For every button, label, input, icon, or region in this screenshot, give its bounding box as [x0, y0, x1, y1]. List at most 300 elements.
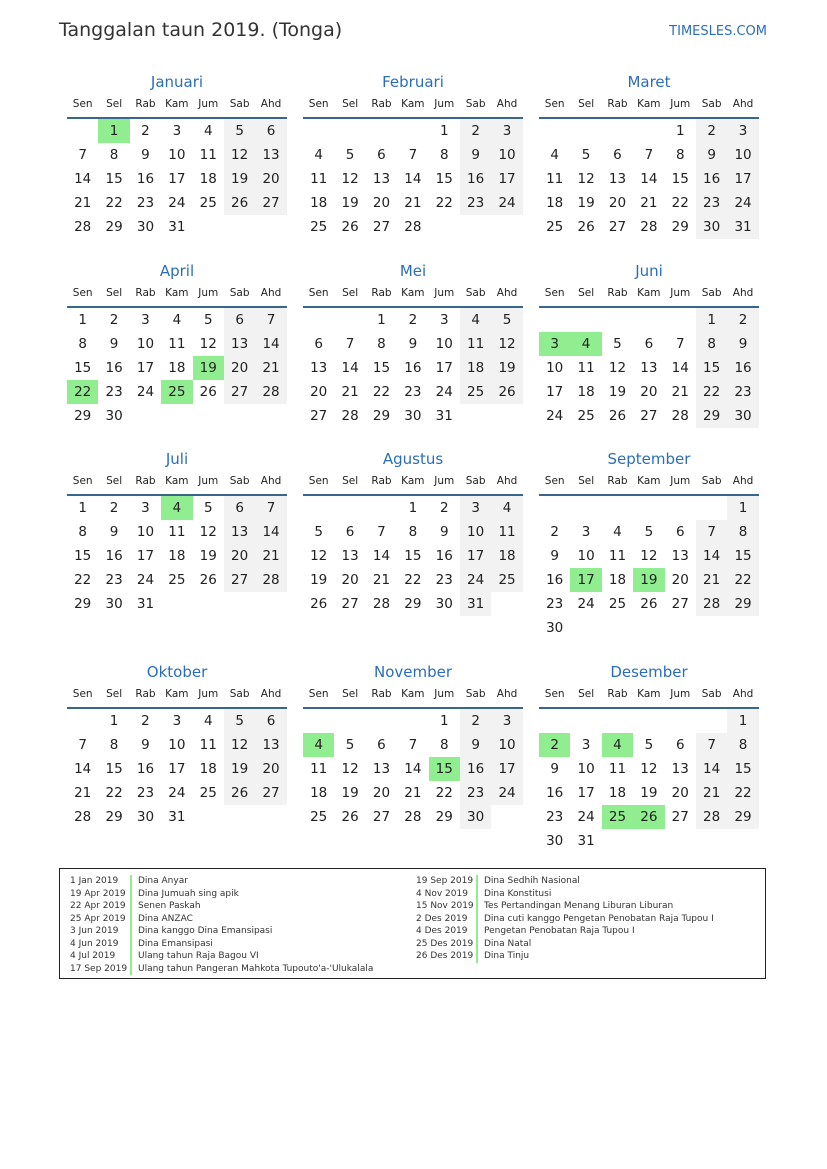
day-cell: 25 — [310, 219, 328, 235]
legend-item — [416, 888, 714, 901]
day-cell: 2 — [460, 119, 491, 143]
weekday-label: Sel — [578, 287, 595, 299]
day-cell: 15 — [74, 548, 92, 564]
day-cell: 21 — [404, 195, 422, 211]
day-cell: 9 — [141, 147, 150, 163]
day-cell: 17 — [577, 785, 595, 801]
day-cell: 1 — [377, 312, 386, 328]
day-cell: 21 — [341, 384, 359, 400]
day-cell: 30 — [136, 219, 155, 235]
day-cell: 7 — [408, 737, 418, 753]
day-cell: 29 — [727, 805, 758, 829]
day-cell: 27 — [608, 219, 627, 235]
day-cell: 12 — [640, 761, 658, 777]
day-cell: 19 — [310, 572, 328, 588]
day-cell: 8 — [78, 336, 87, 352]
day-cell: 9 — [696, 143, 727, 167]
day-cell: 7 — [675, 336, 685, 352]
day-cell: 31 — [168, 219, 186, 235]
day-cell: 27 — [640, 408, 658, 424]
holiday-day-cell: 4 — [602, 733, 633, 757]
day-grid — [67, 308, 287, 428]
day-cell: 20 — [224, 544, 255, 568]
day-cell: 21 — [74, 785, 92, 801]
day-cell: 25 — [577, 408, 595, 424]
day-cell: 28 — [404, 219, 422, 235]
day-cell: 9 — [109, 336, 119, 352]
day-cell: 15 — [372, 360, 391, 376]
day-cell: 2 — [727, 308, 758, 332]
weekday-label: Sel — [342, 475, 359, 487]
day-cell: 21 — [255, 356, 286, 380]
day-cell: 18 — [577, 384, 595, 400]
day-cell: 8 — [78, 524, 87, 540]
day-cell: 21 — [255, 544, 286, 568]
day-cell: 19 — [608, 384, 627, 400]
day-cell: 16 — [460, 757, 491, 781]
day-cell: 11 — [608, 761, 627, 777]
empty-cell — [665, 496, 696, 520]
day-cell: 24 — [168, 785, 186, 801]
day-cell: 10 — [136, 336, 155, 352]
day-cell: 26 — [341, 809, 359, 825]
day-cell: 29 — [105, 219, 123, 235]
weekday-label: Jum — [434, 98, 455, 110]
day-cell: 31 — [577, 833, 595, 849]
day-cell: 4 — [314, 147, 323, 163]
day-cell: 19 — [224, 167, 255, 191]
day-cell: 29 — [696, 404, 727, 428]
day-cell: 16 — [404, 360, 422, 376]
day-cell: 14 — [671, 360, 689, 376]
day-cell: 19 — [577, 195, 595, 211]
day-cell: 13 — [224, 332, 255, 356]
day-cell: 11 — [310, 761, 328, 777]
weekday-header — [67, 286, 287, 308]
day-cell: 26 — [310, 596, 328, 612]
day-cell: 31 — [727, 215, 758, 239]
holiday-day-cell: 2 — [539, 733, 570, 757]
day-cell: 8 — [439, 737, 449, 753]
legend-holiday-name: Ulang tahun Raja Bagou VI — [138, 951, 259, 961]
day-cell: 26 — [341, 219, 359, 235]
day-cell: 10 — [577, 761, 595, 777]
day-cell: 4 — [203, 123, 213, 139]
empty-cell — [570, 308, 601, 332]
day-cell: 6 — [345, 524, 355, 540]
weekday-label: Sel — [342, 688, 359, 700]
day-cell: 16 — [460, 167, 491, 191]
day-cell: 13 — [640, 360, 658, 376]
day-cell: 12 — [640, 548, 658, 564]
day-cell: 16 — [105, 360, 123, 376]
day-cell: 3 — [141, 500, 150, 516]
weekday-label: Sel — [342, 287, 359, 299]
day-cell: 18 — [168, 360, 186, 376]
weekday-label: Ahd — [496, 688, 518, 700]
day-cell: 8 — [109, 737, 119, 753]
legend-item — [416, 938, 714, 951]
weekday-label: Kam — [637, 287, 661, 299]
legend-date: 17 Sep 2019 — [70, 963, 128, 974]
month-name: April — [159, 262, 195, 280]
day-cell: 24 — [136, 384, 155, 400]
day-cell: 12 — [224, 143, 255, 167]
day-cell: 4 — [203, 713, 213, 729]
day-cell: 22 — [727, 568, 758, 592]
day-cell: 1 — [727, 709, 758, 733]
weekday-label: Sel — [578, 475, 595, 487]
holiday-day-cell: 4 — [570, 332, 601, 356]
day-cell: 12 — [341, 171, 359, 187]
day-cell: 1 — [408, 500, 418, 516]
day-cell: 1 — [696, 308, 727, 332]
day-cell: 2 — [141, 123, 150, 139]
legend-holiday-name: Dina cuti kanggo Pengetan Penobatan Raja Tupou I — [484, 913, 714, 924]
day-cell: 12 — [224, 733, 255, 757]
weekday-label: Rab — [371, 688, 392, 700]
day-cell: 13 — [671, 548, 689, 564]
weekday-label: Sab — [465, 98, 486, 110]
day-cell: 27 — [341, 596, 359, 612]
weekday-label: Sel — [106, 475, 123, 487]
month-name: September — [607, 450, 691, 468]
day-cell: 27 — [372, 809, 391, 825]
day-cell: 7 — [408, 147, 418, 163]
day-cell: 31 — [435, 408, 453, 424]
day-cell: 4 — [491, 496, 522, 520]
day-cell: 23 — [460, 781, 491, 805]
month-februari — [303, 72, 523, 239]
day-cell: 1 — [78, 500, 87, 516]
weekday-label: Sab — [701, 475, 722, 487]
empty-cell — [602, 119, 633, 143]
day-cell: 3 — [141, 312, 150, 328]
day-cell: 28 — [404, 809, 422, 825]
legend-holiday-name: Dina Natal — [484, 938, 532, 949]
month-juli — [67, 449, 287, 616]
day-cell: 30 — [404, 408, 422, 424]
day-cell: 22 — [74, 572, 92, 588]
weekday-label: Sab — [229, 98, 250, 110]
weekday-label: Ahd — [260, 688, 282, 700]
month-name: Maret — [627, 73, 671, 91]
day-cell: 10 — [491, 733, 522, 757]
day-cell: 15 — [727, 757, 758, 781]
month-september — [539, 449, 759, 640]
legend-holiday-name: Dina Sedhih Nasional — [484, 876, 580, 886]
day-grid — [303, 119, 523, 239]
empty-cell — [602, 709, 633, 733]
month-name: Agustus — [382, 450, 444, 468]
day-cell: 21 — [74, 195, 92, 211]
holiday-day-cell: 1 — [98, 119, 129, 143]
weekday-label: Sen — [544, 688, 565, 700]
day-cell: 13 — [341, 548, 359, 564]
day-cell: 11 — [491, 520, 522, 544]
day-cell: 18 — [608, 572, 627, 588]
day-cell: 15 — [74, 360, 92, 376]
month-name: Mei — [399, 262, 427, 280]
day-cell: 10 — [168, 737, 186, 753]
day-cell: 3 — [172, 713, 182, 729]
empty-cell — [334, 308, 365, 332]
day-cell: 23 — [435, 572, 453, 588]
day-cell: 11 — [199, 737, 217, 753]
day-cell: 14 — [696, 757, 727, 781]
day-cell: 30 — [696, 215, 727, 239]
day-cell: 18 — [199, 171, 217, 187]
holiday-day-cell: 4 — [161, 496, 192, 520]
legend-date: 19 Apr 2019 — [70, 888, 126, 899]
day-cell: 5 — [345, 737, 355, 753]
day-cell: 10 — [136, 524, 155, 540]
weekday-label: Sab — [229, 688, 250, 700]
day-cell: 21 — [696, 568, 727, 592]
month-juni — [539, 261, 759, 428]
empty-cell — [602, 496, 633, 520]
day-cell: 20 — [640, 384, 658, 400]
weekday-label: Kam — [401, 287, 425, 299]
empty-cell — [539, 496, 570, 520]
empty-cell — [334, 709, 365, 733]
weekday-header — [303, 687, 523, 709]
page-title: Tanggalan taun 2019. (Tonga) — [59, 19, 343, 41]
holiday-marker — [130, 875, 132, 888]
day-cell: 22 — [727, 781, 758, 805]
day-cell: 5 — [314, 524, 323, 540]
day-cell: 18 — [199, 761, 217, 777]
empty-cell — [696, 709, 727, 733]
weekday-label: Sel — [578, 688, 595, 700]
day-cell: 4 — [460, 308, 491, 332]
weekday-label: Kam — [165, 688, 189, 700]
legend-item — [416, 875, 714, 888]
day-cell: 28 — [74, 809, 92, 825]
day-cell: 1 — [675, 123, 685, 139]
day-cell: 10 — [727, 143, 758, 167]
day-cell: 7 — [78, 737, 87, 753]
day-cell: 27 — [224, 380, 255, 404]
day-cell: 23 — [404, 384, 422, 400]
day-cell: 29 — [435, 809, 453, 825]
holiday-marker — [476, 950, 478, 963]
weekday-label: Sel — [106, 688, 123, 700]
weekday-label: Sen — [72, 475, 93, 487]
day-grid — [539, 119, 759, 239]
legend-holiday-name: Tes Pertandingan Menang Liburan Liburan — [484, 901, 674, 911]
day-cell: 19 — [341, 785, 359, 801]
day-cell: 20 — [224, 356, 255, 380]
day-cell: 29 — [74, 408, 92, 424]
day-cell: 29 — [105, 809, 123, 825]
weekday-label: Sel — [342, 98, 359, 110]
weekday-label: Rab — [135, 475, 156, 487]
day-cell: 17 — [491, 757, 522, 781]
day-grid — [539, 308, 759, 428]
day-cell: 22 — [105, 195, 123, 211]
empty-cell — [570, 119, 601, 143]
day-cell: 10 — [491, 143, 522, 167]
legend-date: 4 Nov 2019 — [416, 888, 468, 899]
empty-cell — [67, 119, 98, 143]
day-cell: 14 — [696, 544, 727, 568]
day-cell: 2 — [408, 312, 418, 328]
holiday-marker — [476, 925, 478, 938]
day-cell: 17 — [460, 544, 491, 568]
month-agustus — [303, 449, 523, 616]
weekday-header — [303, 286, 523, 308]
empty-cell — [665, 308, 696, 332]
month-januari — [67, 72, 287, 239]
day-cell: 31 — [136, 596, 155, 612]
day-cell: 26 — [640, 596, 658, 612]
day-cell: 11 — [168, 524, 186, 540]
day-cell: 13 — [671, 761, 689, 777]
day-cell: 28 — [341, 408, 359, 424]
day-cell: 13 — [608, 171, 627, 187]
day-cell: 28 — [372, 596, 391, 612]
day-cell: 25 — [460, 380, 491, 404]
day-grid — [67, 119, 287, 239]
day-cell: 5 — [345, 147, 355, 163]
weekday-label: Ahd — [260, 475, 282, 487]
day-cell: 18 — [460, 356, 491, 380]
legend-item — [70, 913, 373, 926]
day-cell: 14 — [372, 548, 391, 564]
day-cell: 14 — [341, 360, 359, 376]
legend-item — [70, 925, 373, 938]
holiday-day-cell: 3 — [539, 332, 570, 356]
day-cell: 24 — [435, 384, 453, 400]
day-cell: 1 — [439, 123, 449, 139]
day-cell: 5 — [581, 147, 591, 163]
weekday-label: Ahd — [732, 98, 754, 110]
empty-cell — [539, 709, 570, 733]
holiday-day-cell: 15 — [429, 757, 460, 781]
legend-item — [70, 963, 373, 976]
day-cell: 14 — [74, 761, 92, 777]
weekday-label: Sen — [72, 287, 93, 299]
day-cell: 25 — [199, 195, 217, 211]
day-cell: 19 — [199, 548, 217, 564]
day-cell: 25 — [546, 219, 564, 235]
day-cell: 28 — [255, 568, 286, 592]
day-cell: 16 — [136, 171, 155, 187]
day-cell: 12 — [608, 360, 627, 376]
day-cell: 7 — [255, 308, 286, 332]
day-cell: 8 — [439, 147, 449, 163]
legend-holiday-name: Dina Konstitusi — [484, 888, 552, 899]
legend-holiday-name: Dina Anyar — [138, 876, 188, 886]
day-cell: 5 — [491, 308, 522, 332]
day-cell: 17 — [435, 360, 453, 376]
empty-cell — [397, 119, 428, 143]
month-november — [303, 662, 523, 829]
day-cell: 1 — [78, 312, 87, 328]
day-cell: 20 — [608, 195, 627, 211]
day-cell: 3 — [172, 123, 182, 139]
day-cell: 12 — [341, 761, 359, 777]
empty-cell — [696, 496, 727, 520]
holiday-day-cell: 22 — [67, 380, 98, 404]
day-cell: 20 — [255, 757, 286, 781]
day-cell: 2 — [109, 500, 119, 516]
legend-item — [70, 875, 373, 888]
month-name: Juni — [635, 262, 663, 280]
legend-date: 3 Jun 2019 — [70, 926, 119, 936]
holiday-legend — [59, 868, 766, 979]
legend-item — [70, 900, 373, 913]
day-cell: 18 — [310, 195, 328, 211]
weekday-label: Rab — [607, 287, 628, 299]
day-cell: 24 — [577, 809, 595, 825]
day-cell: 16 — [136, 761, 155, 777]
brand-link[interactable]: TIMESLES.COM — [669, 24, 767, 39]
weekday-label: Jum — [670, 98, 691, 110]
day-cell: 6 — [613, 147, 622, 163]
holiday-marker — [130, 913, 132, 926]
weekday-label: Kam — [401, 688, 425, 700]
day-cell: 25 — [310, 809, 328, 825]
empty-cell — [570, 709, 601, 733]
day-cell: 11 — [460, 332, 491, 356]
day-cell: 16 — [727, 356, 758, 380]
weekday-label: Rab — [607, 98, 628, 110]
day-cell: 22 — [435, 195, 453, 211]
legend-holiday-name: Pengetan Penobatan Raja Tupou I — [484, 926, 635, 936]
weekday-label: Jum — [670, 287, 691, 299]
day-cell: 2 — [109, 312, 119, 328]
day-cell: 24 — [460, 568, 491, 592]
day-cell: 8 — [727, 733, 758, 757]
day-cell: 21 — [404, 785, 422, 801]
day-cell: 2 — [439, 500, 449, 516]
day-cell: 6 — [314, 336, 323, 352]
empty-cell — [633, 709, 664, 733]
legend-date: 4 Jun 2019 — [70, 938, 119, 949]
weekday-label: Kam — [637, 688, 661, 700]
day-cell: 1 — [727, 496, 758, 520]
weekday-label: Ahd — [260, 287, 282, 299]
day-grid — [539, 496, 759, 640]
weekday-label: Sab — [465, 475, 486, 487]
holiday-marker — [476, 913, 478, 926]
holiday-day-cell: 26 — [633, 805, 664, 829]
day-cell: 18 — [608, 785, 627, 801]
holiday-marker — [130, 900, 132, 913]
day-cell: 24 — [727, 191, 758, 215]
day-cell: 8 — [727, 520, 758, 544]
day-cell: 19 — [491, 356, 522, 380]
day-cell: 5 — [613, 336, 622, 352]
legend-item — [416, 900, 714, 913]
month-name: Februari — [382, 73, 444, 91]
holiday-marker — [130, 925, 132, 938]
empty-cell — [602, 308, 633, 332]
day-cell: 7 — [255, 496, 286, 520]
weekday-label: Kam — [165, 287, 189, 299]
month-mei — [303, 261, 523, 428]
weekday-label: Sen — [544, 475, 565, 487]
day-cell: 3 — [460, 496, 491, 520]
empty-cell — [633, 119, 664, 143]
empty-cell — [334, 119, 365, 143]
weekday-label: Sen — [544, 98, 565, 110]
holiday-day-cell: 19 — [633, 568, 664, 592]
weekday-label: Sen — [544, 287, 565, 299]
weekday-label: Ahd — [496, 287, 518, 299]
